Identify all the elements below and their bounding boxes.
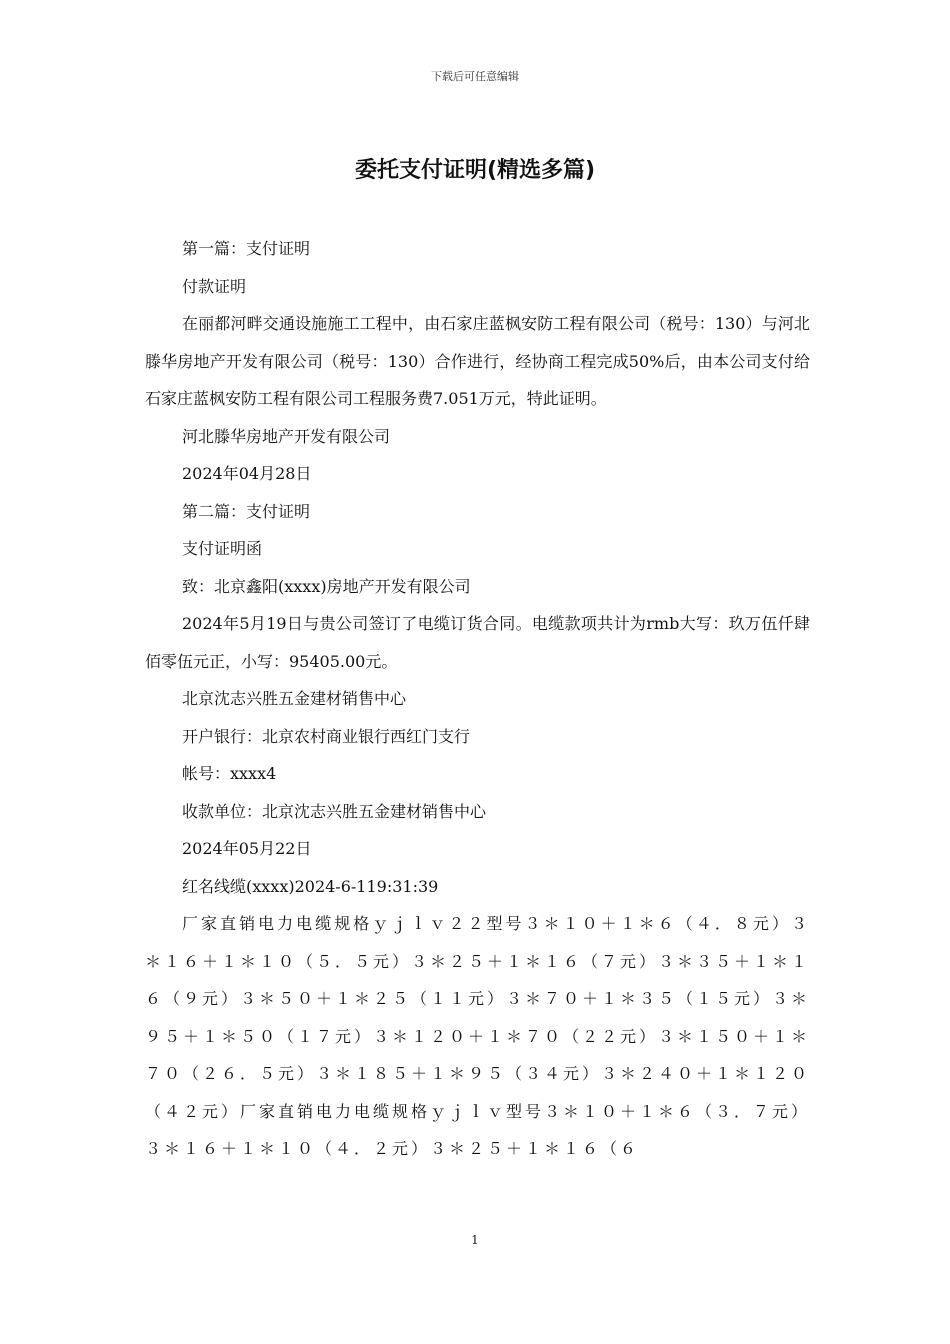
paragraph-payment-statement: 在丽都河畔交通设施施工工程中，由石家庄蓝枫安防工程有限公司（税号：130）与河北滕华房地产开发有限公司（税号：130）合作进行，经协商工程完成50%后，由本公司支付给石家庄蓝枫安防工程有限公司工程服务费7.051万元，特此证明。 <box>145 314 810 408</box>
subheading-payment-proof: 付款证明 <box>182 276 247 296</box>
subheading-payment-letter: 支付证明函 <box>182 539 263 558</box>
header-note: 下载后可任意编辑 <box>431 70 519 83</box>
section-heading-1: 第一篇：支付证明 <box>182 239 311 258</box>
document-title: 委托支付证明(精选多篇) <box>354 158 596 183</box>
date-2: 2024年05月22日 <box>182 839 312 858</box>
payee-line: 收款单位：北京沈志兴胜五金建材销售中心 <box>182 801 487 821</box>
signature-company-2: 北京沈志兴胜五金建材销售中心 <box>182 689 407 708</box>
document-body <box>145 230 810 1168</box>
account-line: 帐号：xxxx4 <box>182 764 277 783</box>
bank-line: 开户银行：北京农村商业银行西红门支行 <box>182 726 471 746</box>
section-heading-2: 第二篇：支付证明 <box>182 501 311 521</box>
paragraph-cable-spec: 厂家直销电力电缆规格ｙｊｌｖ２２型号３＊１０＋１＊６（４．８元）３＊１６＋１＊１０（５．５元）３＊２５＋１＊１６（７元）３＊３５＋１＊１６（９元）３＊５０＋１＊２５（１１元）３＊７０＋１＊３５（１５元）３＊９５＋１＊５０（１７元）３＊１２０＋１＊７０（２２元）３＊１５０＋１＊７０（２６．５元）３＊１８５＋１＊９５（３４元）３＊２４０＋１＊１２０（４２元）厂家直销电力电缆规格ｙｊｌｖ型号３＊１０＋１＊６（３．７元）３＊１６＋１＊１０（４．２元）３＊２５＋１＊１６（６ <box>145 914 811 1158</box>
date-1: 2024年04月28日 <box>182 464 312 483</box>
cable-header-line: 红名线缆(xxxx)2024-6-119:31:39 <box>182 876 439 896</box>
page-number: 1 <box>471 1233 479 1247</box>
addressee-line: 致：北京鑫阳(xxxx)房地产开发有限公司 <box>182 576 471 596</box>
signature-company-1: 河北滕华房地产开发有限公司 <box>182 426 391 446</box>
paragraph-contract-amount: 2024年5月19日与贵公司签订了电缆订货合同。电缆款项共计为rmb大写：玖万伍仟肆佰零伍元正，小写：95405.00元。 <box>145 614 810 671</box>
